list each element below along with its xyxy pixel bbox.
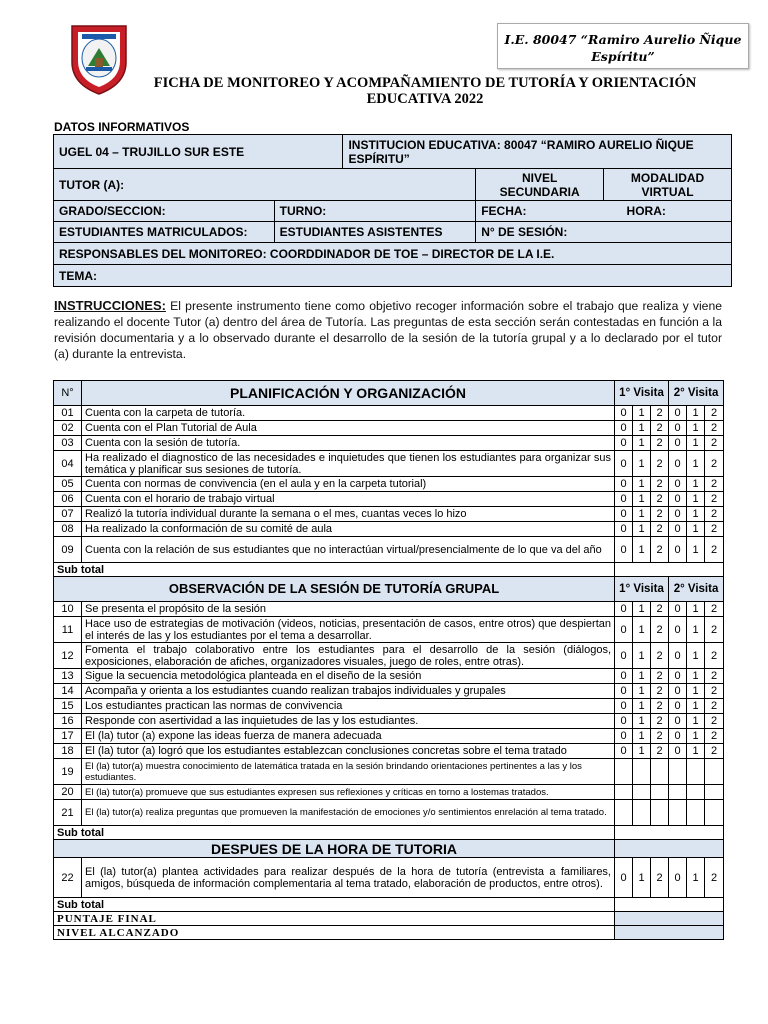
score-cell[interactable]: 2 (651, 617, 669, 643)
score-cell[interactable]: 0 (669, 477, 687, 492)
score-cell[interactable]: 2 (651, 858, 669, 898)
score-cell[interactable] (633, 785, 651, 800)
score-cell[interactable]: 0 (615, 669, 633, 684)
tema-field[interactable]: TEMA: (54, 265, 732, 287)
table-row (54, 507, 724, 522)
item-number: 08 (54, 522, 82, 537)
ugel-field: UGEL 04 – TRUJILLO SUR ESTE (54, 135, 343, 169)
score-cell[interactable]: 1 (687, 858, 705, 898)
grado-field[interactable]: GRADO/SECCION: (54, 201, 275, 222)
score-cell[interactable]: 2 (705, 436, 724, 451)
item-number: 01 (54, 406, 82, 421)
item-text: Los estudiantes practican las normas de convivencia (82, 699, 615, 714)
score-cell[interactable] (651, 800, 669, 826)
score-cell[interactable]: 0 (615, 436, 633, 451)
score-cell[interactable]: 2 (705, 602, 724, 617)
section-title: OBSERVACIÓN DE LA SESIÓN DE TUTORÍA GRUPAL (54, 577, 615, 602)
score-cell[interactable]: 0 (615, 477, 633, 492)
table-row (54, 477, 724, 492)
score-cell[interactable]: 1 (687, 507, 705, 522)
score-cell[interactable]: 2 (705, 492, 724, 507)
score-cell[interactable]: 0 (669, 617, 687, 643)
fecha-label: FECHA: (481, 204, 527, 218)
item-number: 20 (54, 785, 82, 800)
score-cell[interactable]: 0 (669, 436, 687, 451)
score-cell[interactable]: 0 (669, 684, 687, 699)
score-cell[interactable]: 2 (651, 714, 669, 729)
score-cell[interactable]: 1 (687, 729, 705, 744)
score-cell[interactable]: 2 (651, 421, 669, 436)
score-cell[interactable] (705, 785, 724, 800)
score-cell[interactable]: 1 (633, 684, 651, 699)
item-number: 07 (54, 507, 82, 522)
score-cell[interactable]: 0 (615, 451, 633, 477)
score-cell[interactable]: 1 (687, 477, 705, 492)
table-row (54, 785, 724, 800)
score-cell[interactable]: 1 (687, 406, 705, 421)
score-cell[interactable]: 1 (633, 617, 651, 643)
item-text: Cuenta con normas de convivencia (en el aula y en la carpeta tutorial) (82, 477, 615, 492)
score-cell[interactable]: 0 (669, 451, 687, 477)
score-cell[interactable]: 1 (687, 492, 705, 507)
item-number: 19 (54, 759, 82, 785)
score-cell[interactable]: 0 (615, 714, 633, 729)
score-cell[interactable]: 1 (687, 699, 705, 714)
table-row (54, 759, 724, 785)
score-cell[interactable]: 2 (651, 492, 669, 507)
score-cell[interactable] (633, 800, 651, 826)
instructions-label: INSTRUCCIONES: (54, 298, 166, 313)
item-text: Cuenta con la sesión de tutoría. (82, 436, 615, 451)
nivel-alcanzado-row (54, 926, 724, 940)
score-cell[interactable]: 0 (615, 522, 633, 537)
score-cell[interactable]: 0 (615, 684, 633, 699)
score-cell[interactable] (615, 759, 633, 785)
institucion-field: INSTITUCION EDUCATIVA: 80047 “RAMIRO AURELIO ÑIQUE ESPÍRITU” (343, 135, 732, 169)
score-cell[interactable]: 2 (651, 744, 669, 759)
score-cell[interactable]: 1 (633, 744, 651, 759)
score-cell[interactable]: 1 (633, 714, 651, 729)
score-cell[interactable] (687, 759, 705, 785)
score-cell[interactable]: 1 (633, 522, 651, 537)
score-cell[interactable]: 1 (687, 714, 705, 729)
item-number: 05 (54, 477, 82, 492)
nivel-alcanzado-label: NIVEL ALCANZADO (54, 926, 615, 940)
subtotal-value[interactable] (615, 898, 724, 912)
item-text: El (la) tutor (a) expone las ideas fuerza de manera adecuada (82, 729, 615, 744)
monitoring-table (53, 380, 724, 940)
item-text: Cuenta con la carpeta de tutoría. (82, 406, 615, 421)
table-row (54, 522, 724, 537)
score-cell[interactable]: 2 (705, 699, 724, 714)
tutor-field[interactable]: TUTOR (A): (54, 169, 476, 201)
score-cell[interactable]: 0 (669, 729, 687, 744)
score-cell[interactable]: 1 (687, 684, 705, 699)
score-cell[interactable]: 0 (669, 602, 687, 617)
subtotal-value[interactable] (615, 826, 724, 840)
score-cell[interactable]: 1 (633, 537, 651, 563)
table-row (54, 684, 724, 699)
score-cell[interactable]: 0 (669, 699, 687, 714)
score-cell[interactable]: 0 (615, 406, 633, 421)
modalidad-field: MODALIDAD VIRTUAL (604, 169, 732, 201)
score-cell[interactable]: 1 (687, 421, 705, 436)
score-cell[interactable]: 1 (687, 617, 705, 643)
subtotal-row (54, 563, 724, 577)
table-row (54, 451, 724, 477)
section-header-row (54, 577, 724, 602)
second-visit-header: 2° Visita (669, 381, 724, 406)
score-cell[interactable] (651, 785, 669, 800)
score-cell[interactable]: 1 (633, 507, 651, 522)
score-cell[interactable] (687, 800, 705, 826)
first-visit-header: 1° Visita (615, 381, 669, 406)
sesion-field[interactable]: N° DE SESIÓN: (476, 222, 732, 243)
score-cell[interactable]: 0 (669, 669, 687, 684)
score-cell[interactable]: 2 (651, 729, 669, 744)
table-row (54, 492, 724, 507)
score-cell[interactable]: 0 (669, 421, 687, 436)
table-row (54, 617, 724, 643)
item-number: 16 (54, 714, 82, 729)
score-cell[interactable] (669, 785, 687, 800)
score-cell[interactable]: 2 (705, 684, 724, 699)
score-cell[interactable]: 0 (669, 492, 687, 507)
item-text: El (la) tutor(a) promueve que sus estudiantes expresen sus reflexiones y críticas en torno a lostemas tratados. (82, 785, 615, 800)
score-cell[interactable] (687, 785, 705, 800)
score-cell[interactable]: 2 (705, 522, 724, 537)
table-row (54, 406, 724, 421)
score-cell[interactable] (669, 759, 687, 785)
score-cell[interactable]: 1 (633, 451, 651, 477)
score-cell[interactable]: 0 (669, 507, 687, 522)
score-cell[interactable]: 2 (705, 714, 724, 729)
score-cell[interactable] (633, 759, 651, 785)
matriculados-field[interactable]: ESTUDIANTES MATRICULADOS: (54, 222, 275, 243)
score-cell[interactable]: 0 (615, 729, 633, 744)
score-cell[interactable]: 2 (651, 669, 669, 684)
school-name-box: I.E. 80047 “Ramiro Aurelio Ñique Espíritu” (497, 23, 749, 69)
first-visit-header: 1° Visita (615, 577, 669, 602)
score-cell[interactable]: 2 (705, 669, 724, 684)
table-row (54, 643, 724, 669)
score-cell[interactable]: 1 (633, 669, 651, 684)
score-cell[interactable]: 0 (615, 537, 633, 563)
score-cell[interactable]: 1 (687, 522, 705, 537)
asistentes-field[interactable]: ESTUDIANTES ASISTENTES (274, 222, 476, 243)
section-title: PLANIFICACIÓN Y ORGANIZACIÓN (82, 381, 615, 406)
section-header-row (54, 840, 724, 858)
instructions-text: El presente instrumento tiene como objetivo recoger información sobre el trabajo que realiza y viene realizando el docente Tutor (a) dentro del área de Tutoría. Las preguntas de esta sección serán contestadas en función a la revisión documentaria y a lo observado durante el desarrollo de la sesión de la tutoría grupal y a lo declarado por el tutor (a) durante la entrevista. (54, 299, 723, 361)
item-text: El (la) tutor (a) logró que los estudiantes establezcan conclusiones concretas sobre el tema tratado (82, 744, 615, 759)
score-cell[interactable]: 2 (651, 477, 669, 492)
info-table (53, 134, 732, 287)
item-number: 15 (54, 699, 82, 714)
item-number: 18 (54, 744, 82, 759)
score-cell[interactable] (615, 785, 633, 800)
score-cell[interactable]: 0 (669, 858, 687, 898)
item-number: 04 (54, 451, 82, 477)
score-cell[interactable]: 2 (651, 451, 669, 477)
subtotal-value[interactable] (615, 563, 724, 577)
score-cell[interactable]: 2 (651, 699, 669, 714)
document-title: FICHA DE MONITOREO Y ACOMPAÑAMIENTO DE TUTORÍA Y ORIENTACIÓN EDUCATIVA 2022 (153, 75, 697, 107)
score-cell[interactable] (705, 800, 724, 826)
item-number: 09 (54, 537, 82, 563)
turno-field[interactable]: TURNO: (274, 201, 476, 222)
item-number: 12 (54, 643, 82, 669)
item-text: Ha realizado la conformación de su comité de aula (82, 522, 615, 537)
item-number: 03 (54, 436, 82, 451)
table-row (54, 421, 724, 436)
table-row (54, 744, 724, 759)
score-cell[interactable]: 1 (687, 537, 705, 563)
score-cell[interactable]: 0 (615, 421, 633, 436)
score-cell[interactable]: 1 (687, 744, 705, 759)
score-cell[interactable]: 2 (705, 477, 724, 492)
item-text: Cuenta con la relación de sus estudiantes que no interactúan virtual/presencialmente de lo que va del año (82, 537, 615, 563)
score-cell[interactable]: 2 (705, 451, 724, 477)
score-cell[interactable]: 2 (705, 729, 724, 744)
second-visit-header: 2° Visita (669, 577, 724, 602)
score-cell[interactable]: 2 (651, 406, 669, 421)
item-text: Hace uso de estrategias de motivación (videos, noticias, presentación de casos, entre otros) que despiertan el interés de las y los estudiantes por el tema a desarrollar. (82, 617, 615, 643)
item-number: 17 (54, 729, 82, 744)
instructions-paragraph (54, 298, 722, 362)
table-row (54, 714, 724, 729)
score-cell[interactable]: 1 (633, 643, 651, 669)
score-cell[interactable]: 2 (651, 537, 669, 563)
puntaje-final-value[interactable] (615, 912, 724, 926)
score-cell[interactable]: 1 (687, 451, 705, 477)
score-cell[interactable]: 1 (687, 602, 705, 617)
item-text: El (la) tutor(a) muestra conocimiento de latemática tratada en la sesión brindando orientaciones pertinentes a las y los estudiantes. (82, 759, 615, 785)
score-cell[interactable]: 2 (705, 421, 724, 436)
section-title: DESPUES DE LA HORA DE TUTORIA (54, 840, 615, 858)
item-number: 14 (54, 684, 82, 699)
puntaje-final-label: PUNTAJE FINAL (54, 912, 615, 926)
score-cell[interactable]: 1 (633, 477, 651, 492)
score-cell[interactable]: 0 (615, 643, 633, 669)
item-number: 11 (54, 617, 82, 643)
score-cell[interactable]: 1 (633, 699, 651, 714)
table-row (54, 537, 724, 563)
score-cell[interactable]: 2 (705, 858, 724, 898)
puntaje-final-row (54, 912, 724, 926)
score-cell[interactable]: 0 (615, 492, 633, 507)
item-text: Se presenta el propósito de la sesión (82, 602, 615, 617)
score-cell[interactable] (669, 800, 687, 826)
item-number: 06 (54, 492, 82, 507)
blank-cell (615, 840, 724, 858)
score-cell[interactable]: 2 (651, 436, 669, 451)
item-text: Cuenta con el Plan Tutorial de Aula (82, 421, 615, 436)
table-row (54, 729, 724, 744)
score-cell[interactable]: 0 (615, 617, 633, 643)
fecha-hora-field[interactable] (476, 201, 732, 222)
score-cell[interactable] (615, 800, 633, 826)
score-cell[interactable] (705, 759, 724, 785)
score-cell[interactable]: 2 (705, 406, 724, 421)
score-cell[interactable]: 0 (669, 643, 687, 669)
col-number-header: N° (54, 381, 82, 406)
score-cell[interactable]: 2 (651, 602, 669, 617)
item-text: Fomenta el trabajo colaborativo entre los estudiantes para el desarrollo de la sesión (diálogos, exposiciones, elaboración de afiches, organizadores visuales, juego de roles, entre otras). (82, 643, 615, 669)
item-number: 21 (54, 800, 82, 826)
score-cell[interactable]: 0 (669, 537, 687, 563)
score-cell[interactable]: 2 (705, 507, 724, 522)
score-cell[interactable]: 1 (633, 729, 651, 744)
score-cell[interactable]: 1 (633, 421, 651, 436)
score-cell[interactable]: 0 (615, 602, 633, 617)
score-cell[interactable]: 1 (633, 406, 651, 421)
score-cell[interactable]: 2 (705, 537, 724, 563)
table-row (54, 800, 724, 826)
responsables-field: RESPONSABLES DEL MONITOREO: COORDDINADOR DE TOE – DIRECTOR DE LA I.E. (54, 243, 732, 265)
score-cell[interactable]: 0 (669, 406, 687, 421)
score-cell[interactable]: 2 (651, 522, 669, 537)
item-text: Ha realizado el diagnostico de las necesidades e inquietudes que tienen los estudiantes para organizar sus temática y planificar sus sesiones de tutoría. (82, 451, 615, 477)
score-cell[interactable]: 2 (651, 507, 669, 522)
item-number: 13 (54, 669, 82, 684)
item-text: Responde con asertividad a las inquietudes de las y los estudiantes. (82, 714, 615, 729)
score-cell[interactable]: 2 (651, 643, 669, 669)
item-number: 10 (54, 602, 82, 617)
item-number: 22 (54, 858, 82, 898)
hora-label: HORA: (626, 204, 666, 218)
section-label-datos: DATOS INFORMATIVOS (54, 120, 190, 134)
item-text: El (la) tutor(a) plantea actividades para realizar después de la hora de tutoría (entrevista a familiares, amigos, búsqueda de información complementaria al tema tratado, elaboración de productos, entre otros). (82, 858, 615, 898)
item-text: El (la) tutor(a) realiza preguntas que promueven la manifestación de emociones y/o sentimientos enrelación al tema tratado. (82, 800, 615, 826)
score-cell[interactable]: 1 (687, 436, 705, 451)
table-row (54, 436, 724, 451)
score-cell[interactable]: 1 (633, 492, 651, 507)
subtotal-label: Sub total (54, 898, 615, 912)
score-cell[interactable]: 1 (633, 602, 651, 617)
item-text: Acompaña y orienta a los estudiantes cuando realizan trabajos individuales y grupales (82, 684, 615, 699)
score-cell[interactable]: 2 (705, 617, 724, 643)
score-cell[interactable]: 1 (687, 643, 705, 669)
score-cell[interactable]: 0 (669, 714, 687, 729)
table-row (54, 699, 724, 714)
subtotal-row (54, 826, 724, 840)
score-cell[interactable]: 0 (615, 507, 633, 522)
subtotal-row (54, 898, 724, 912)
score-cell[interactable]: 2 (705, 744, 724, 759)
nivel-alcanzado-value[interactable] (615, 926, 724, 940)
score-cell[interactable]: 2 (651, 684, 669, 699)
subtotal-label: Sub total (54, 563, 615, 577)
item-text: Sigue la secuencia metodológica planteada en el diseño de la sesión (82, 669, 615, 684)
table-row (54, 858, 724, 898)
score-cell[interactable]: 0 (615, 858, 633, 898)
table-row (54, 602, 724, 617)
score-cell[interactable]: 0 (669, 744, 687, 759)
item-number: 02 (54, 421, 82, 436)
score-cell[interactable]: 1 (633, 436, 651, 451)
subtotal-label: Sub total (54, 826, 615, 840)
score-cell[interactable]: 2 (705, 643, 724, 669)
item-text: Realizó la tutoría individual durante la semana o el mes, cuantas veces lo hizo (82, 507, 615, 522)
score-cell[interactable]: 1 (633, 858, 651, 898)
item-text: Cuenta con el horario de trabajo virtual (82, 492, 615, 507)
score-cell[interactable]: 0 (615, 744, 633, 759)
section-header-row (54, 381, 724, 406)
score-cell[interactable]: 1 (687, 669, 705, 684)
score-cell[interactable] (651, 759, 669, 785)
score-cell[interactable]: 0 (669, 522, 687, 537)
nivel-field: NIVEL SECUNDARIA (476, 169, 604, 201)
score-cell[interactable]: 0 (615, 699, 633, 714)
table-row (54, 669, 724, 684)
